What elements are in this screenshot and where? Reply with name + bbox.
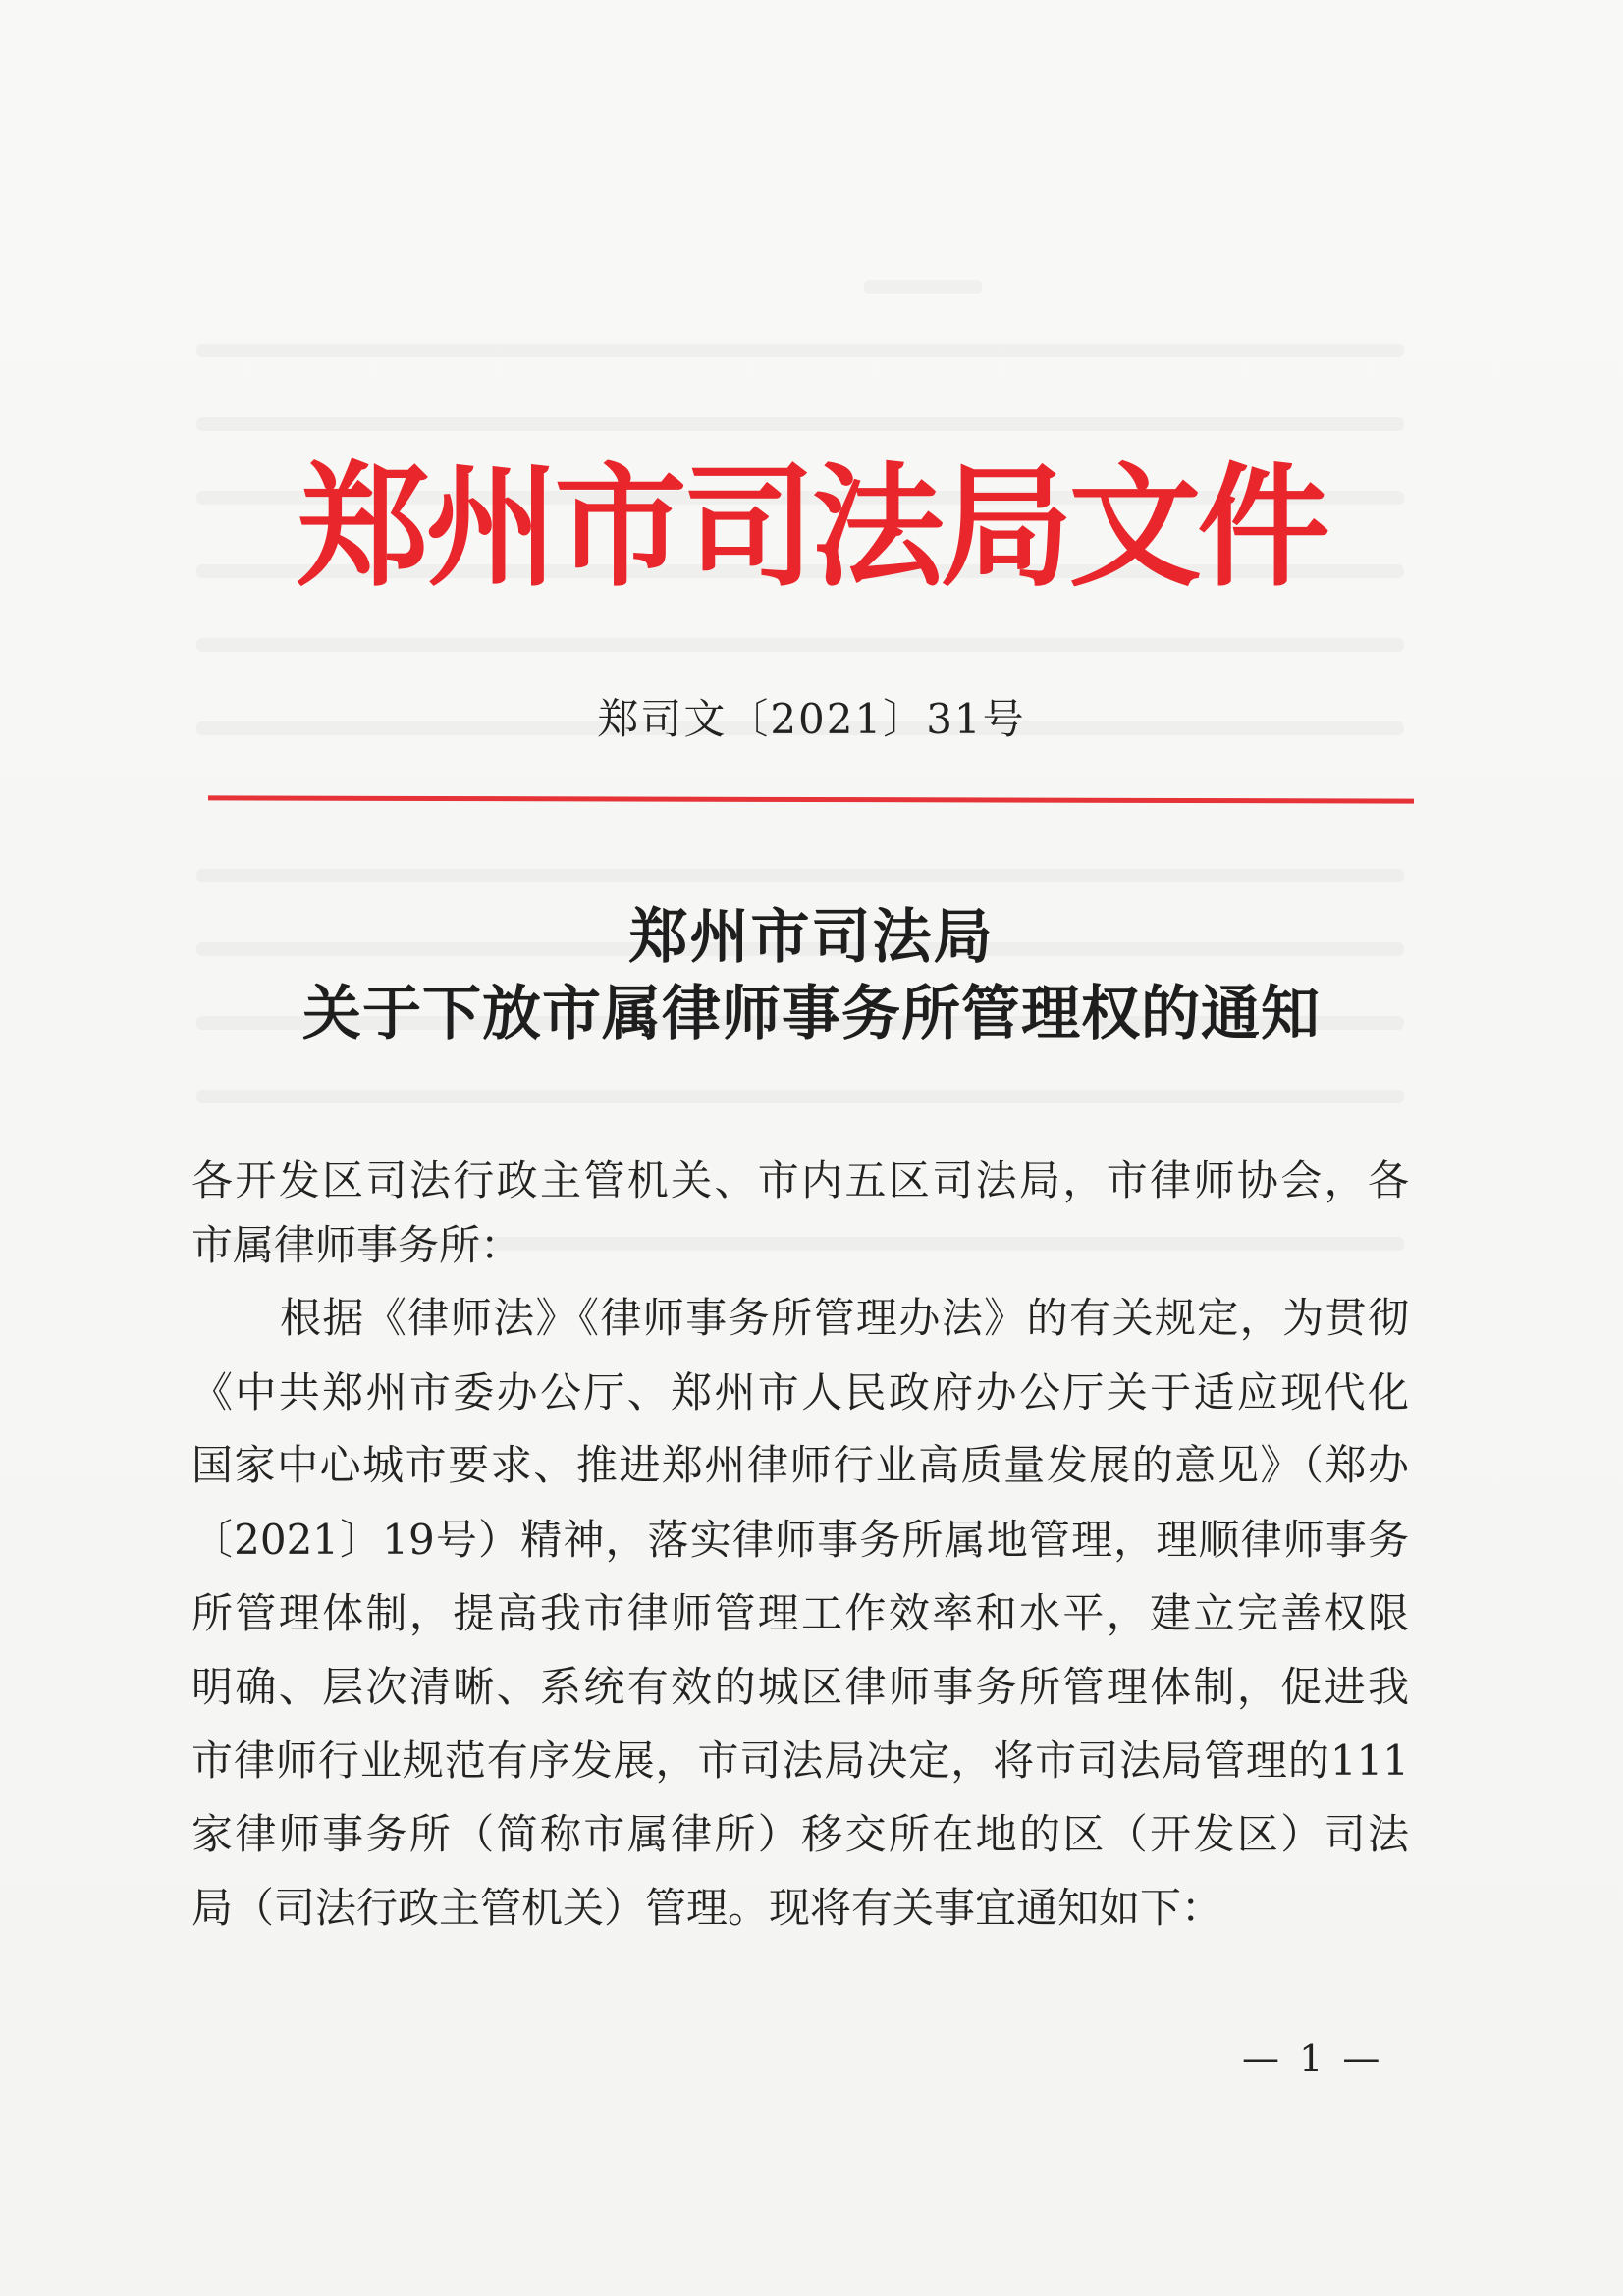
bleed-through-mark: [864, 280, 982, 294]
body-text-line: 明确、层次清晰、系统有效的城区律师事务所管理体制，促进我: [191, 1663, 1409, 1711]
document-number: 郑司文〔2021〕31号: [597, 695, 1026, 743]
body-text-line: 《中共郑州市委办公厅、郑州市人民政府办公厅关于适应现代化: [191, 1368, 1409, 1416]
notice-title-line-1: 郑州市司法局: [628, 903, 995, 972]
issuing-authority-title: 郑州市司法局文件: [297, 451, 1326, 605]
bleed-through-mark: [196, 1090, 1404, 1103]
red-separator-line: [208, 795, 1414, 803]
body-text-line: 市属律师事务所：: [191, 1221, 522, 1269]
body-text-line: 局（司法行政主管机关）管理。现将有关事宜通知如下：: [191, 1884, 1223, 1932]
page-number: — 1 —: [1242, 2037, 1384, 2080]
body-text-line: 家律师事务所（简称市属律所）移交所在地的区（开发区）司法: [191, 1810, 1409, 1858]
body-text-line: 根据《律师法》《律师事务所管理办法》的有关规定，为贯彻: [280, 1294, 1409, 1342]
bleed-through-mark: [196, 638, 1404, 652]
bleed-through-mark: [196, 869, 1404, 882]
body-text-line: 〔2021〕19号）精神，落实律师事务所属地管理，理顺律师事务: [191, 1516, 1409, 1564]
bleed-through-mark: [196, 417, 1404, 431]
body-text-line: 市律师行业规范有序发展，市司法局决定，将市司法局管理的111: [191, 1736, 1409, 1785]
body-text-line: 各开发区司法行政主管机关、市内五区司法局，市律师协会，各: [191, 1156, 1409, 1204]
notice-title-line-2: 关于下放市属律师事务所管理权的通知: [302, 980, 1321, 1048]
body-text-line: 所管理体制，提高我市律师管理工作效率和水平，建立完善权限: [191, 1589, 1409, 1637]
bleed-through-mark: [196, 344, 1404, 357]
body-text-line: 国家中心城市要求、推进郑州律师行业高质量发展的意见》（郑办: [191, 1441, 1409, 1489]
